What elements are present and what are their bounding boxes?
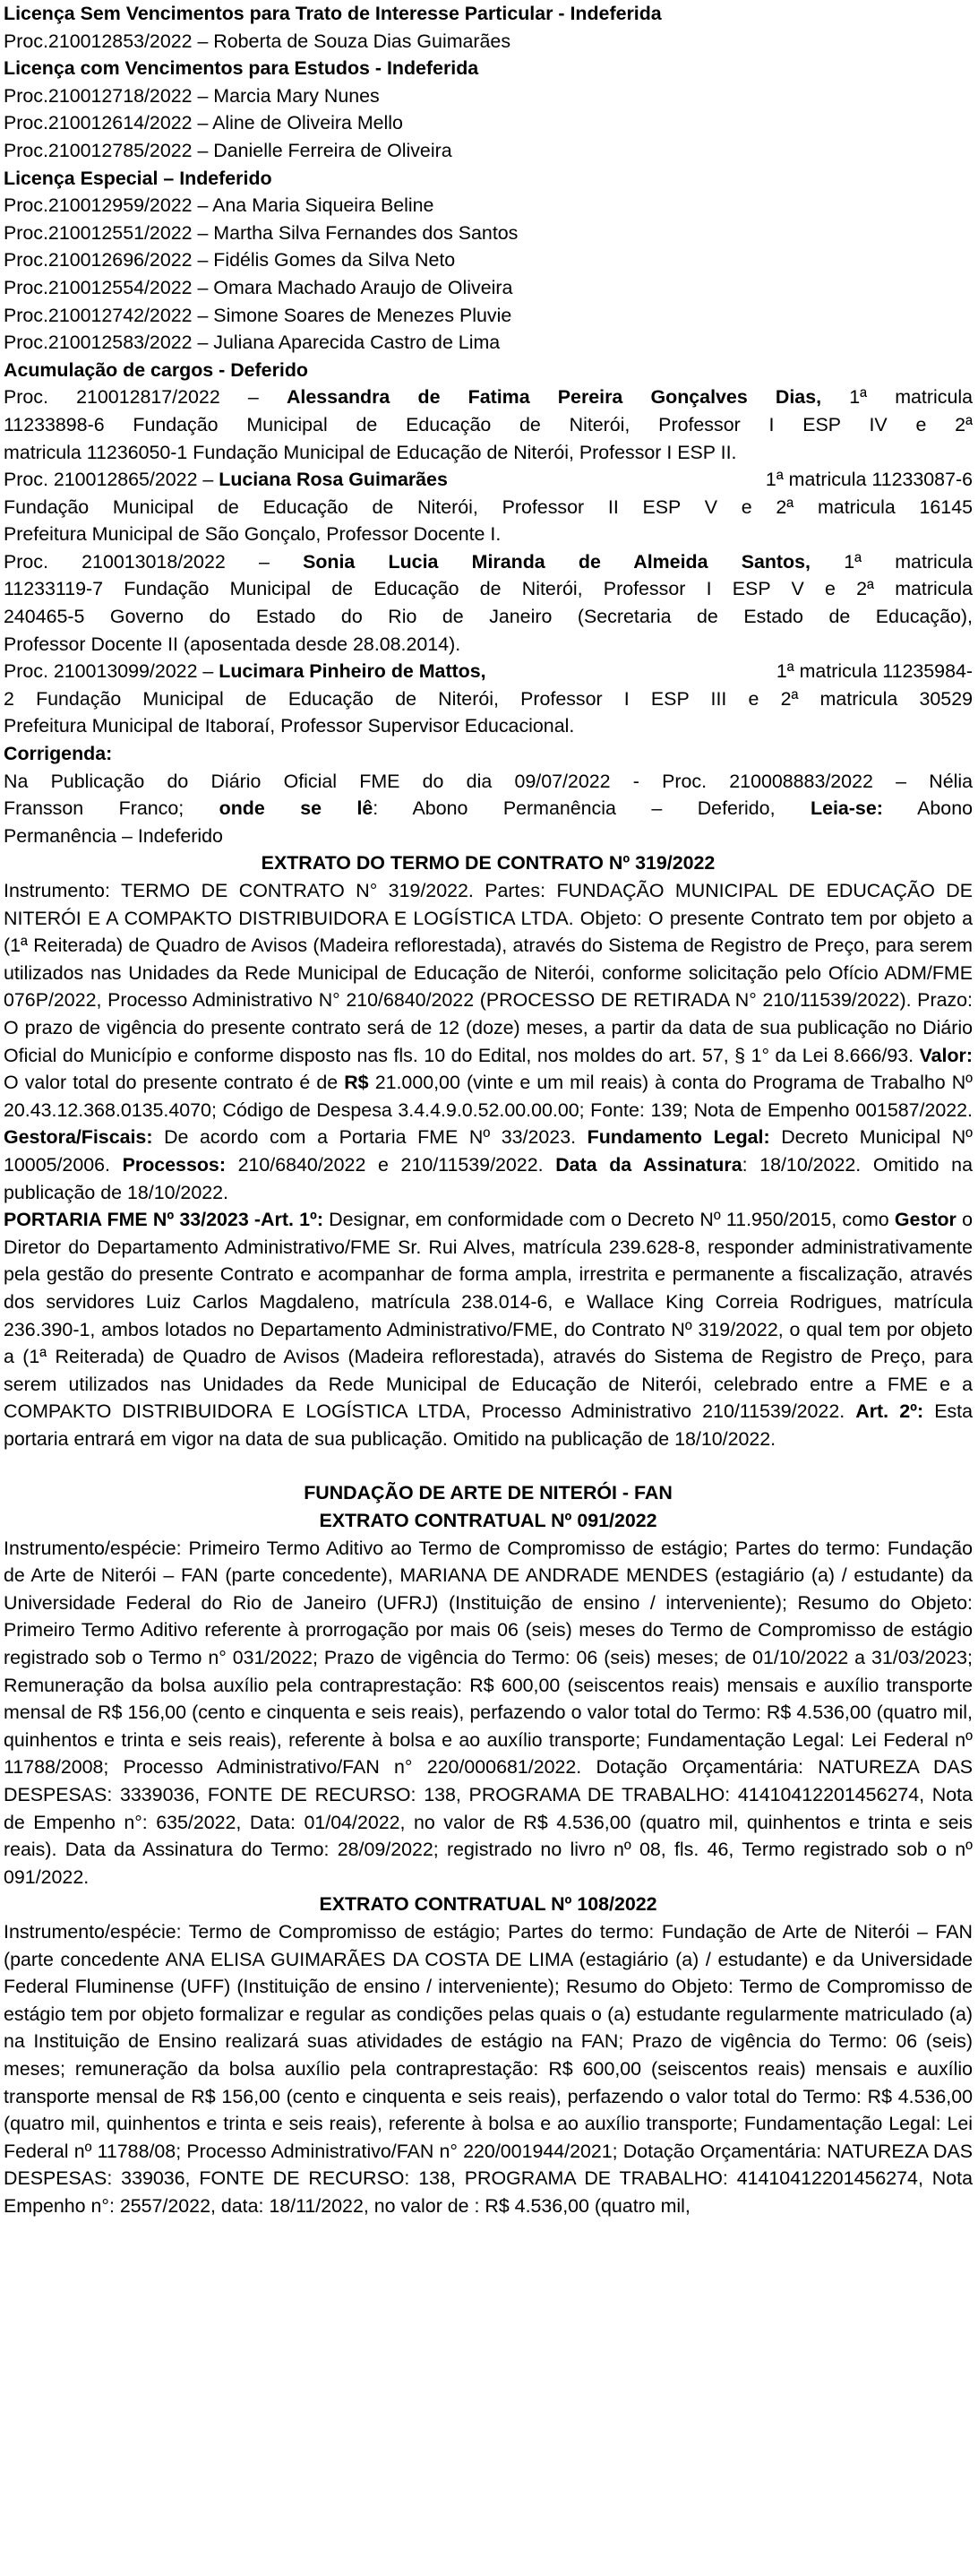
contract-body: Instrumento: TERMO DE CONTRATO N° 319/2022. Partes: FUNDAÇÃO MUNICIPAL DE EDUCAÇÃO DE NITERÓI E A COMPAKTO DISTRIBUIDORA E LOGÍSTICA LTDA. Objeto: O presente Contrato tem por objeto a (1ª Reiterada) de Quadro de Avisos (Madeira reflorestada), através do Sistema de Registro de Preço, para serem utilizados nas Unidades da Rede Municipal de Educação de Niterói, conforme solicitação pelo Ofício ADM/FME 076P/2022, Processo Administrativo N° 210/6840/2022 (PROCESSO DE RETIRADA N° 210/11539/2022). Prazo: O prazo de vigência do presente contrato será de 12 (doze) meses, a partir da data de sua publicação no Diário Oficial do Município e conforme disposto nas fls. 10 do Edital, nos moldes do art. 57, § 1° da Lei 8.666/93. Valor: O valor total do presente contrato é de R$ 21.000,00 (vinte e um mil reais) à conta do Programa de Trabalho Nº 20.43.12.368.0135.4070; Código de Despesa 3.4.4.9.0.52.00.00.00; Fonte: 139; Nota de Empenho 001587/2022. Gestora/Fiscais: De acordo com a Portaria FME Nº 33/2023. Fundamento Legal: Decreto Municipal Nº 10005/2006. Processos: 210/6840/2022 e 210/11539/2022. Data da Assinatura: 18/10/2022. Omitido na publicação de 18/10/2022.: [4, 880, 973, 1203]
section-heading: Acumulação de cargos - Deferido: [4, 358, 308, 381]
portaria-body: PORTARIA FME Nº 33/2023 -Art. 1º: Designar, em conformidade com o Decreto Nº 11.950/2015, como Gestor o Diretor do Departamento Administrativo/FME Sr. Rui Alves, matrícula 239.628-8, responder administrativamente pela gestão do presente Contrato e acompanhar de forma ampla, irrestrita e permanente a fiscalização, através dos servidores Luiz Carlos Magdaleno, matrícula 238.014-6, e Wallace King Correia Rodrigues, matrícula 236.390-1, ambos lotados no Departamento Administrativo/FME, do Contrato Nº 319/2022, o qual tem por objeto a (1ª Reiterada) de Quadro de Avisos (Madeira reflorestada), através do Sistema de Registro de Preço, para serem utilizados nas Unidades da Rede Municipal de Educação de Niterói, celebrado entre a FME e a COMPAKTO DISTRIBUIDORA E LOGÍSTICA LTDA, Processo Administrativo 210/11539/2022. Art. 2º: Esta portaria entrará em vigor na data de sua publicação. Omitido na publicação de 18/10/2022.: [4, 1209, 973, 1450]
entry-line: 240465-5 Governo do Estado do Rio de Janeiro (Secretaria de Estado de Educação),: [4, 606, 973, 628]
contract-body: Instrumento/espécie: Primeiro Termo Aditivo ao Termo de Compromisso de estágio; Partes do termo: Fundação de Arte de Niterói – FAN (parte concedente), MARIANA DE ANDRADE MENDES (estagiário (a) / estudante) da Universidade Federal do Rio de Janeiro (UFRJ) (Instituição de ensino / interveniente); Resumo do Objeto: Primeiro Termo Aditivo referente à prorrogação por mais 06 (seis) meses do Termo de Compromisso de estágio registrado sob o Termo n° 031/2022; Prazo de vigência do Termo: 06 (seis) meses; de 01/10/2022 a 31/03/2023; Remuneração da bolsa auxílio pela contraprestação: R$ 600,00 (seiscentos reais) mensais e auxílio transporte mensal de R$ 156,00 (cento e cinquenta e seis reais), perfazendo o valor total do Termo: R$ 4.536,00 (quatro mil, quinhentos e trinta e seis reais), referente à bolsa e ao auxílio transporte; Fundamentação Legal: Lei Federal nº 11788/2008; Processo Administrativo/FAN n° 220/000681/2022. Dotação Orçamentária: NATUREZA DAS DESPESAS: 3339036, FONTE DE RECURSO: 138, PROGRAMA DE TRABALHO: 41410412201456274, Nota de Empenho n°: 635/2022, Data: 01/04/2022, no valor de R$ 4.536,00 (quatro mil, quinhentos e trinta e seis reais). Data da Assinatura do Termo: 28/09/2022; registrado no livro nº 08, fls. 46, Termo registrado sob o nº 091/2022.: [4, 1537, 973, 1888]
section-title: FUNDAÇÃO DE ARTE DE NITERÓI - FAN: [304, 1482, 673, 1504]
process-entry: Proc.210012853/2022 – Roberta de Souza Dias Guimarães: [4, 30, 511, 52]
contract-title: EXTRATO CONTRATUAL Nº 108/2022: [319, 1893, 657, 1916]
process-entry: Proc.210012742/2022 – Simone Soares de Menezes Pluvie: [4, 304, 512, 326]
process-entry: Proc.210012718/2022 – Marcia Mary Nunes: [4, 84, 380, 107]
accumulation-entry: [4, 466, 973, 548]
process-entry: Proc.210012583/2022 – Juliana Aparecida Castro de Lima: [4, 332, 501, 354]
process-entry: Proc.210012614/2022 – Aline de Oliveira Mello: [4, 112, 403, 134]
entry-line: Fundação Municipal de Educação de Niterói, Professor II ESP V e 2ª matricula 16145: [4, 495, 973, 518]
process-entry: Proc.210012696/2022 – Fidélis Gomes da Silva Neto: [4, 249, 456, 271]
process-entry: Proc.210012785/2022 – Danielle Ferreira de Oliveira: [4, 139, 452, 161]
section-heading: Licença Sem Vencimentos para Trato de Interesse Particular - Indeferida: [4, 3, 662, 24]
process-entry: Proc.210012551/2022 – Martha Silva Fernandes dos Santos: [4, 221, 519, 244]
accumulation-entry: [4, 548, 973, 658]
process-entry: Proc.210012554/2022 – Omara Machado Araujo de Oliveira: [4, 276, 513, 298]
person-name: Lucimara Pinheiro de Mattos,: [219, 660, 486, 683]
entry-line: Proc. 210012817/2022 – Alessandra de Fatima Pereira Gonçalves Dias, 1ª matricula: [4, 386, 973, 409]
section-heading: Licença com Vencimentos para Estudos - Indeferida: [4, 57, 479, 80]
entry-line: Proc. 210013018/2022 – Sonia Lucia Miranda de Almeida Santos, 1ª matricula: [4, 550, 973, 573]
corrigenda-line: Na Publicação do Diário Oficial FME do dia 09/07/2022 - Proc. 210008883/2022 – Nélia: [4, 770, 973, 792]
section-heading: Corrigenda:: [4, 743, 113, 765]
entry-line: 11233119-7 Fundação Municipal de Educação de Niterói, Professor I ESP V e 2ª matricula: [4, 578, 973, 600]
entry-line: matricula 11236050-1 Fundação Municipal de Educação de Niterói, Professor I ESP II.: [4, 441, 737, 463]
entry-line: 2 Fundação Municipal de Educação de Niterói, Professor I ESP III e 2ª matricula 30529: [4, 687, 973, 710]
contract-title: EXTRATO CONTRATUAL Nº 091/2022: [319, 1510, 657, 1532]
section-heading: Licença Especial – Indeferido: [4, 167, 272, 189]
accumulation-entry: [4, 658, 973, 740]
entry-line: Prefeitura Municipal de Itaboraí, Professor Supervisor Educacional.: [4, 715, 575, 737]
person-name: Luciana Rosa Guimarães: [219, 469, 448, 491]
corrigenda-line: Fransson Franco; onde se lê: Abono Permanência – Deferido, Leia-se: Abono: [4, 797, 973, 820]
entry-line: Prefeitura Municipal de São Gonçalo, Professor Docente I.: [4, 523, 502, 546]
accumulation-entry: [4, 383, 973, 466]
person-name: Alessandra de Fatima Pereira Gonçalves Dias,: [286, 386, 822, 409]
entry-line: 11233898-6 Fundação Municipal de Educação de Niterói, Professor I ESP IV e 2ª: [4, 413, 973, 435]
corrigenda-line: Permanência – Indeferido: [4, 824, 223, 847]
entry-line: Proc. 210012865/2022 – Luciana Rosa Guimarães 1ª matricula 11233087-6: [4, 466, 973, 494]
contract-body: Instrumento/espécie: Termo de Compromisso de estágio; Partes do termo: Fundação de Arte de Niterói – FAN (parte concedente ANA ELISA GUIMARÃES DA COSTA DE LIMA (estagiário (a) / estudante) e da Universidade Federal Fluminense (UFF) (Instituição de ensino / interveniente); Resumo do Objeto: Termo de Compromisso de estágio tem por objeto formalizar e regular as condições pelas quais o (a) estudante regularmente matriculado (a) na Instituição de Ensino realizará suas atividades de estágio na FAN; Prazo de vigência do Termo: 06 (seis) meses; remuneração da bolsa auxílio pela contraprestação: R$ 600,00 (seiscentos reais) mensais e auxílio transporte mensal de R$ 156,00 (cento e cinquenta e seis reais), perfazendo o valor total do Termo: R$ 4.536,00 (quatro mil, quinhentos e trinta e seis reais), referente à bolsa e ao auxílio transporte; Fundamentação Legal: Lei Federal nº 11788/08; Processo Administrativo/FAN n° 220/001944/2021; Dotação Orçamentária: NATUREZA DAS DESPESAS: 339036, FONTE DE RECURSO: 138, PROGRAMA DE TRABALHO: 41410412201456274, Nota Empenho n°: 2557/2022, data: 18/11/2022, no valor de : R$ 4.536,00 (quatro mil,: [4, 1920, 973, 2217]
entry-line: Professor Docente II (aposentada desde 28.08.2014).: [4, 633, 461, 655]
process-entry: Proc.210012959/2022 – Ana Maria Siqueira Beline: [4, 194, 434, 217]
contract-title: EXTRATO DO TERMO DE CONTRATO Nº 319/2022: [261, 852, 716, 874]
person-name: Sonia Lucia Miranda de Almeida Santos,: [303, 550, 811, 573]
section-spacer: [4, 1452, 973, 1479]
entry-line: Proc. 210013099/2022 – Lucimara Pinheiro de Mattos, 1ª matricula 11235984-: [4, 660, 973, 683]
